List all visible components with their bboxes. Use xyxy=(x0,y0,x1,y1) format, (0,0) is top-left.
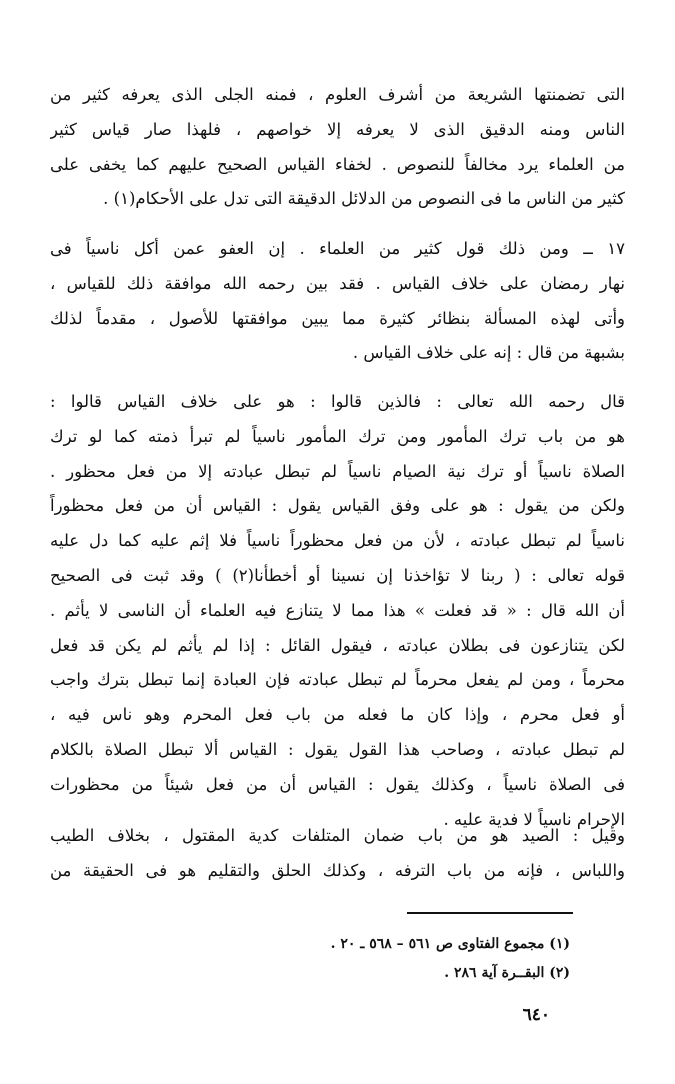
text-line: واللباس ، فإنه من باب الترفه ، وكذلك الحلق والتقليم هو فى الحقيقة من xyxy=(50,860,625,880)
footnote-divider xyxy=(407,912,573,914)
text-line: لم تبطل عبادته ، وصاحب هذا القول يقول : القياس ألا تبطل الصلاة بالكلام xyxy=(50,739,625,759)
text-line: وأتى لهذه المسألة بنظائر كثيرة مما يبين موافقتها للأصول ، مقدماً لذلك xyxy=(50,308,625,328)
text-line: نهار رمضان على خلاف القياس . فقد بين رحمه الله موافقة ذلك للقياس ، xyxy=(50,273,625,293)
text-line: محرماً ، ومن لم يفعل محرماً لم تبطل عبادته فإن العبادة إنما تبطل بترك واجب xyxy=(50,670,625,690)
text-line: فى الصلاة ناسياً ، وكذلك يقول : القياس أن من فعل شيئاً من محظورات xyxy=(50,774,625,794)
paragraph-2 xyxy=(50,232,625,371)
paragraph-4 xyxy=(50,819,625,889)
text-line: ولكن من يقول : هو على وفق القياس يقول : القياس أن من فعل محظوراً xyxy=(50,496,625,516)
paragraph-3 xyxy=(50,385,625,837)
text-line: الإحرام ناسياً لا فدية عليه . xyxy=(443,809,625,829)
text-line: الناس ومنه الدقيق الذى لا يعرفه إلا خواصهم ، فلهذا صار قياس كثير xyxy=(50,119,625,139)
text-line: أن الله قال : « قد فعلت » هذا مما لا يتنازع فيه العلماء أن الناسى لا يأثم . xyxy=(50,600,625,620)
text-line: قوله تعالى : ( ربنا لا تؤاخذنا إن نسينا أو أخطأنا(٢) ) وقد ثبت فى الصحيح xyxy=(50,565,625,585)
text-line: قال رحمه الله تعالى : فالذين قالوا : هو على خلاف القياس قالوا : xyxy=(50,392,625,411)
text-line: التى تضمنتها الشريعة من أشرف العلوم ، فمنه الجلى الذى يعرفه كثير من xyxy=(50,85,625,104)
text-line: الصلاة ناسياً أو ترك نية الصيام ناسياً لم تبطل عبادته إلا من فعل محظور . xyxy=(50,461,625,481)
text-line: وقيل : الصيد هو من باب ضمان المتلفات كدية المقتول ، بخلاف الطيب xyxy=(50,826,625,845)
text-line: كثير من الناس ما فى النصوص من الدلائل الدقيقة التى تدل على الأحكام(١) . xyxy=(103,189,625,209)
footnote-2: (٢) البقــرة آية ٢٨٦ . xyxy=(444,965,570,981)
text-line: من العلماء يرد مخالفاً للنصوص . لخفاء القياس الصحيح عليهم كما يخفى على xyxy=(50,154,625,174)
page-number: ٦٤٠ xyxy=(522,1005,550,1025)
text-line: هو من باب ترك المأمور ومن ترك المأمور ناسياً لم تبرأ ذمته كما لو ترك xyxy=(50,426,625,446)
text-line: أو فعل محرم ، وإذا كان ما فعله من باب فعل المحرم وهو ناس فيه ، xyxy=(50,705,625,725)
text-line: ١٧ ــ ومن ذلك قول كثير من العلماء . إن العفو عمن أكل ناسياً فى xyxy=(50,239,625,258)
text-line: ناسياً لم تبطل عبادته ، لأن من فعل محظوراً ناسياً فلا إثم عليه كما دل عليه xyxy=(50,531,625,551)
footnotes xyxy=(50,930,570,988)
paragraph-1 xyxy=(50,78,625,217)
text-line: لكن يتنازعون فى بطلان عبادته ، فيقول القائل : إذا لم يأثم لم يكن قد فعل xyxy=(50,635,625,655)
footnote-1: (١) مجموع الفتاوى ص ٥٦١ – ٥٦٨ ـ ٢٠ . xyxy=(330,936,570,952)
text-line: بشبهة من قال : إنه على خلاف القياس . xyxy=(352,343,625,363)
